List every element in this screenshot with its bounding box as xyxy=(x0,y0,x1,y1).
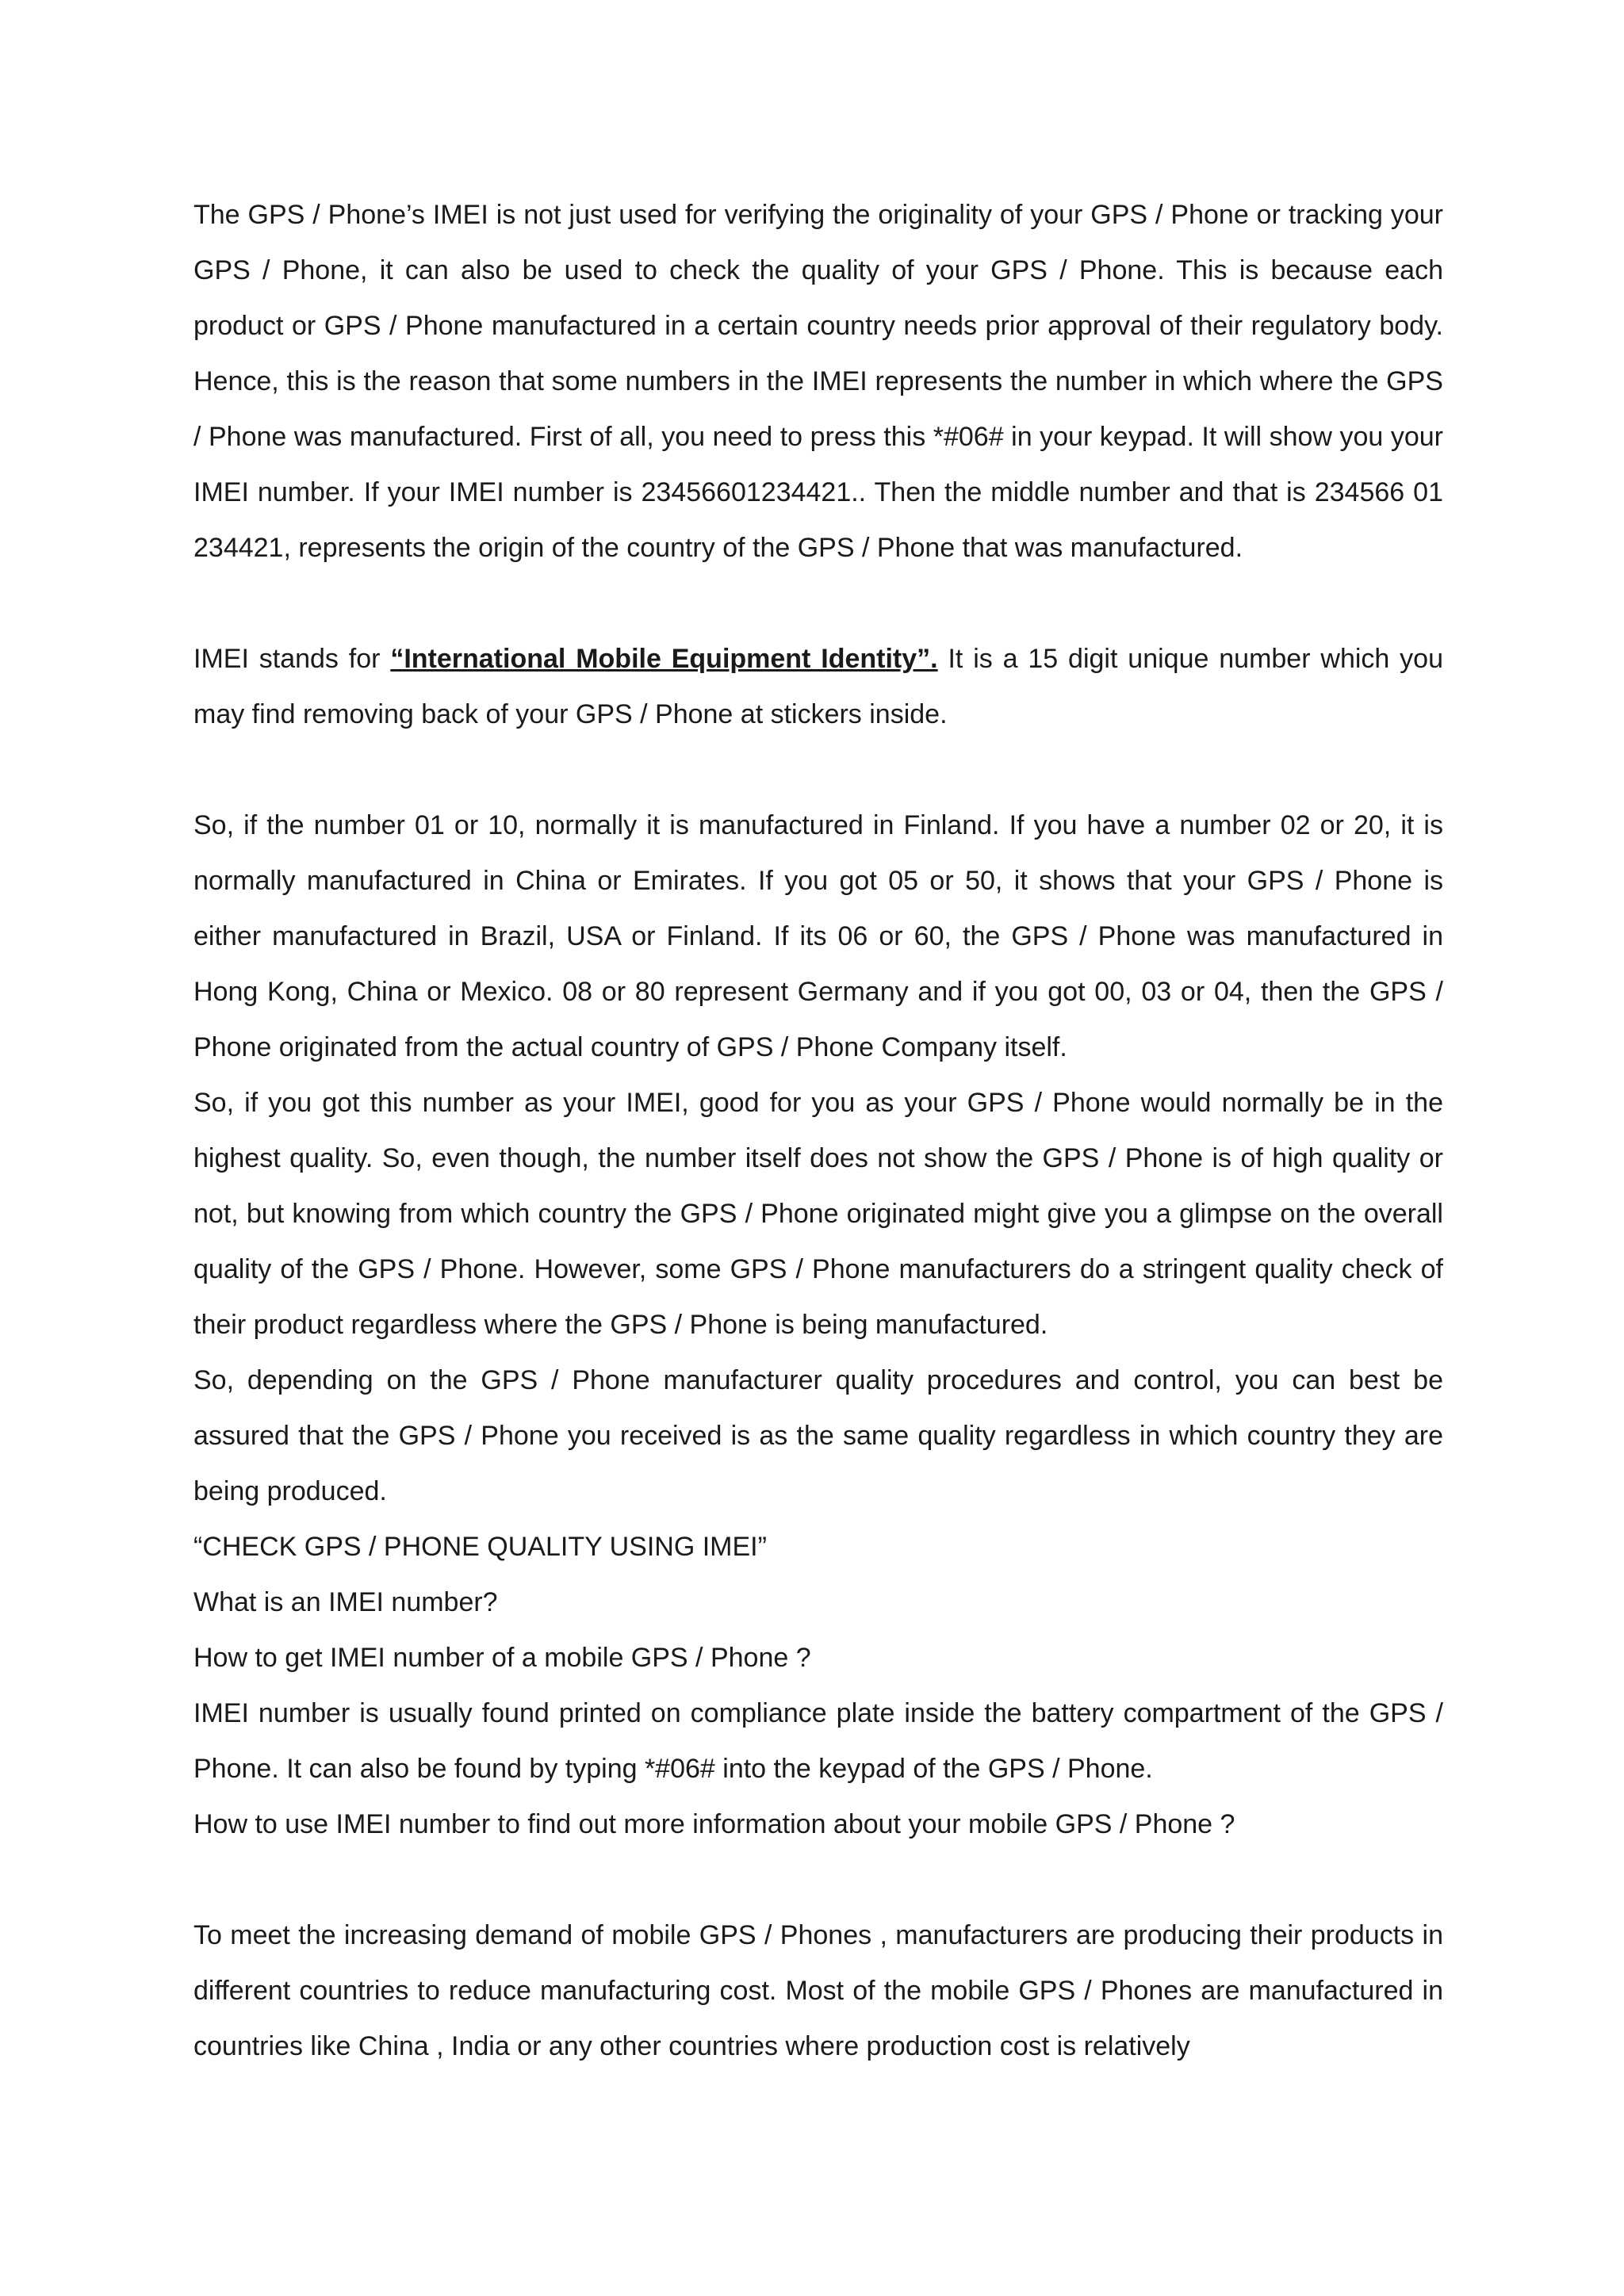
paragraph-imei-definition xyxy=(193,631,1443,742)
definition-prefix: IMEI stands for xyxy=(193,644,391,674)
definition-suffix: It is a 15 digit unique number which you may find removing back of your GPS / Phone at stickers inside. xyxy=(193,644,1443,729)
question-how-to-use-imei: How to use IMEI number to find out more information about your mobile GPS / Phone ? xyxy=(193,1809,1235,1839)
question-what-is-imei: What is an IMEI number? xyxy=(193,1587,498,1617)
paragraph-gap xyxy=(193,742,1443,798)
paragraph-imei-location: IMEI number is usually found printed on compliance plate inside the battery compartment of the GPS / Phone. It can also be found by typing *#06# into the keypad of the GPS / Phone. xyxy=(193,1698,1443,1784)
question-how-to-get-imei: How to get IMEI number of a mobile GPS / Phone ? xyxy=(193,1643,811,1673)
document-page xyxy=(193,187,1443,2074)
paragraph-country-codes: So, if the number 01 or 10, normally it is manufactured in Finland. If you have a number 02 or 20, it is normally manufactured in China or Emirates. If you got 05 or 50, it shows that your GPS / Phone is either manufactured in Brazil, USA or Finland. If its 06 or 60, the GPS / Phone was manufactured in Hong Kong, China or Mexico. 08 or 80 represent Germany and if you got 00, 03 or 04, then the GPS / Phone originated from the actual country of GPS / Phone Company itself. xyxy=(193,810,1443,1062)
paragraph-gap xyxy=(193,1852,1443,1908)
paragraph-quality: So, if you got this number as your IMEI, good for you as your GPS / Phone would normally be in the highest quality. So, even though, the number itself does not show the GPS / Phone is of high quality or not, but knowing from which country the GPS / Phone originated might give you a glimpse on the overall quality of the GPS / Phone. However, some GPS / Phone manufacturers do a stringent quality check of their product regardless where the GPS / Phone is being manufactured. xyxy=(193,1088,1443,1340)
section-heading: “CHECK GPS / PHONE QUALITY USING IMEI” xyxy=(193,1532,767,1562)
imei-full-name: “International Mobile Equipment Identity”. xyxy=(390,644,938,674)
paragraph-gap xyxy=(193,576,1443,631)
paragraph-manufacturing-demand: To meet the increasing demand of mobile GPS / Phones , manufacturers are producing their products in different countries to reduce manufacturing cost. Most of the mobile GPS / Phones are manufactured in countries like China , India or any other countries where production cost is relatively xyxy=(193,1920,1443,2061)
paragraph-imei-intro: The GPS / Phone’s IMEI is not just used for verifying the originality of your GPS / Phone or tracking your GPS / Phone, it can also be used to check the quality of your GPS / Phone. This is because each product or GPS / Phone manufactured in a certain country needs prior approval of their regulatory body. Hence, this is the reason that some numbers in the IMEI represents the number in which where the GPS / Phone was manufactured. First of all, you need to press this *#06# in your keypad. It will show you your IMEI number. If your IMEI number is 23456601234421.. Then the middle number and that is 234566 01 234421, represents the origin of the country of the GPS / Phone that was manufactured. xyxy=(193,200,1443,563)
paragraph-manufacturer-control: So, depending on the GPS / Phone manufacturer quality procedures and control, you can best be assured that the GPS / Phone you received is as the same quality regardless in which country they are being produced. xyxy=(193,1365,1443,1506)
